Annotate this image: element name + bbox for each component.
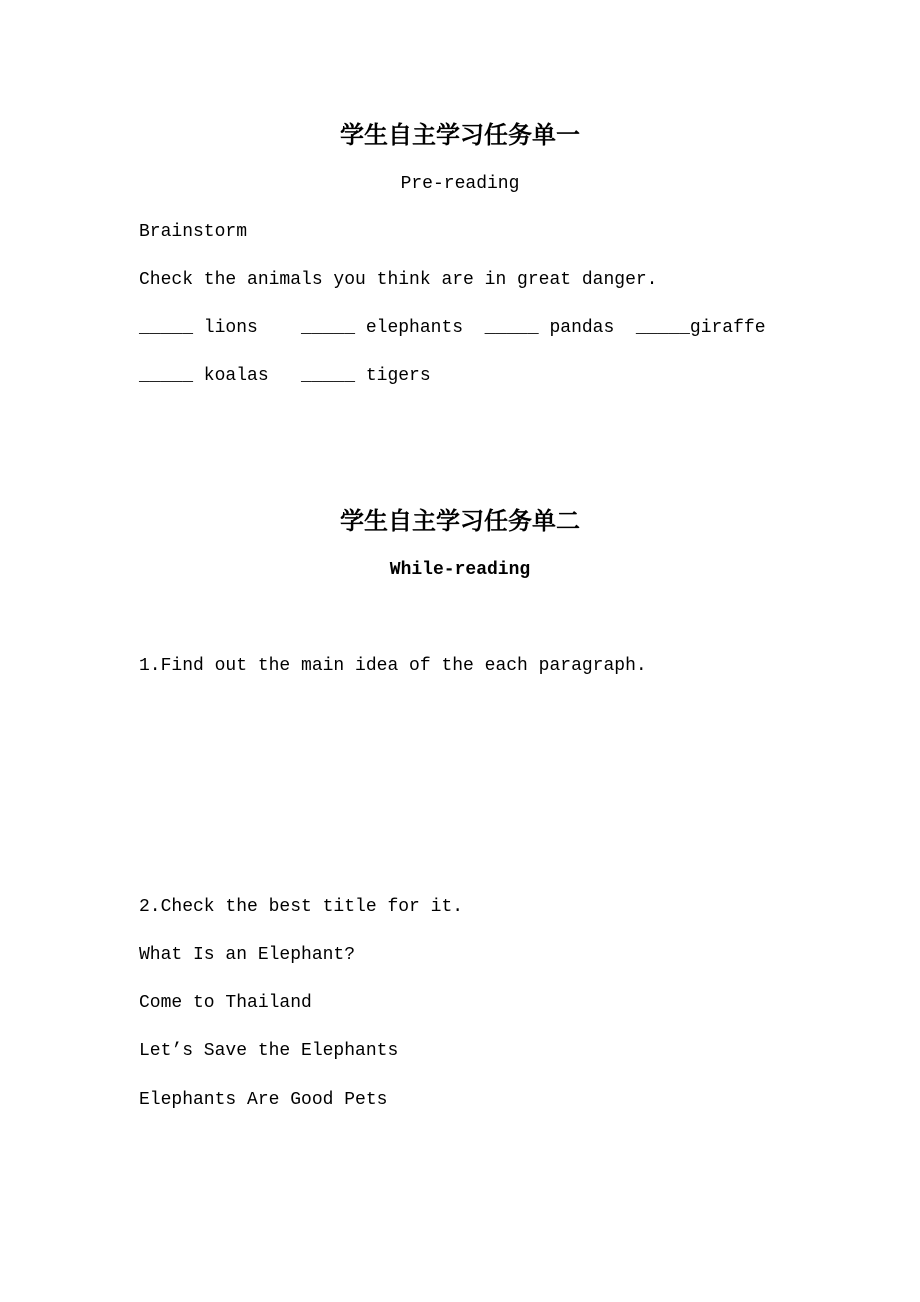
task2-subtitle: While-reading — [389, 560, 531, 580]
animal-checklist-row: _____ lions _____ elephants _____ pandas _____giraffe — [139, 318, 766, 338]
task1-subtitle: Pre-reading — [400, 174, 520, 194]
title-option: Elephants Are Good Pets — [139, 1090, 388, 1110]
section-heading: Brainstorm — [139, 222, 248, 242]
title-option: Come to Thailand — [139, 993, 312, 1013]
animal-checklist-row: _____ koalas _____ tigers — [139, 366, 431, 386]
title-option: Let’s Save the Elephants — [139, 1041, 399, 1061]
question-2: 2.Check the best title for it. — [139, 897, 464, 917]
title-option: What Is an Elephant? — [139, 945, 356, 965]
task2-title: 学生自主学习任务单二 — [340, 507, 580, 535]
question-1: 1.Find out the main idea of the each paragraph. — [139, 656, 647, 676]
instruction: Check the animals you think are in great danger. — [139, 270, 658, 290]
task1-title: 学生自主学习任务单一 — [340, 121, 580, 149]
